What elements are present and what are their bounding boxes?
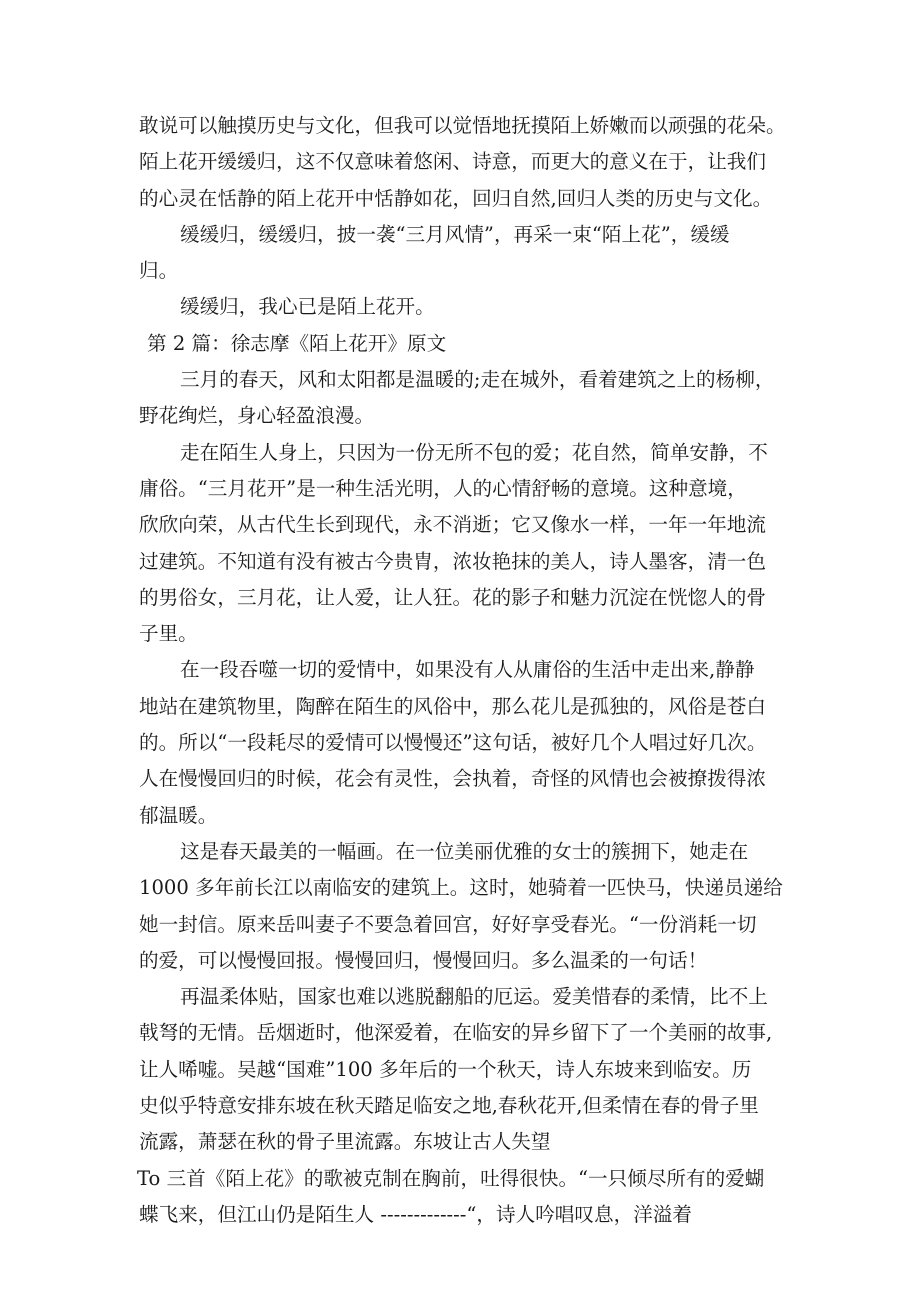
text-line: 庸俗。“三月花开”是一种生活光明，人的心情舒畅的意境。这种意境， xyxy=(139,476,747,500)
text-line: 野花绚烂，身心轻盈浪漫。 xyxy=(139,404,375,428)
text-line: 子里。 xyxy=(139,622,198,646)
text-line: 欣欣向荣，从古代生长到现代，永不消逝；它又像水一样，一年一年地流 xyxy=(139,513,766,537)
section-heading: 第 2 篇：徐志摩《陌上花开》原文 xyxy=(147,331,447,355)
text-line: 人在慢慢回归的时候，花会有灵性，会执着，奇怪的风情也会被撩拨得浓 xyxy=(139,767,766,791)
text-line: 在一段吞噬一切的爱情中，如果没有人从庸俗的生活中走出来,静静 xyxy=(180,658,755,682)
text-line: 的爱，可以慢慢回报。慢慢回归，慢慢回归。多么温柔的一句话！ xyxy=(139,948,708,972)
text-line: 缓缓归，我心已是陌上花开。 xyxy=(180,295,435,319)
text-line: 再温柔体贴，国家也难以逃脱翻船的厄运。爱美惜春的柔情，比不上 xyxy=(180,985,768,1009)
text-line: 地站在建筑物里，陶醉在陌生的风俗中，那么花儿是孤独的，风俗是苍白 xyxy=(139,694,766,718)
text-line: 的心灵在恬静的陌上花开中恬静如花，回归自然,回归人类的历史与文化。 xyxy=(139,186,773,210)
text-line: 1000 多年前长江以南临安的建筑上。这时，她骑着一匹快马，快递员递给 xyxy=(139,876,783,900)
text-line: 过建筑。不知道有没有被古今贵胄，浓妆艳抹的美人，诗人墨客，清一色 xyxy=(139,549,766,573)
text-line: 缓缓归，缓缓归，披一袭“三月风情”，再采一束“陌上花”，缓缓 xyxy=(180,222,730,246)
text-line: 三月的春天，风和太阳都是温暖的;走在城外，看着建筑之上的杨柳， xyxy=(180,368,775,392)
text-line: 郁温暖。 xyxy=(139,803,218,827)
text-line: 戟弩的无情。岳烟逝时，他深爱着，在临安的异乡留下了一个美丽的故事, xyxy=(139,1021,773,1045)
text-line: 陌上花开缓缓归，这不仅意味着悠闲、诗意，而更大的意义在于，让我们 xyxy=(139,150,766,174)
text-line: 的男俗女，三月花，让人爱，让人狂。花的影子和魅力沉淀在恍惚人的骨 xyxy=(139,585,766,609)
text-line: 归。 xyxy=(139,259,179,283)
text-line: 敢说可以触摸历史与文化，但我可以觉悟地抚摸陌上娇嫩而以顽强的花朵。 xyxy=(139,114,786,137)
text-line: 走在陌生人身上，只因为一份无所不包的爱；花自然，简单安静，不 xyxy=(180,440,768,464)
text-line: 流露，萧瑟在秋的骨子里流露。东坡让古人失望 xyxy=(139,1130,551,1154)
text-line: 蝶飞来，但江山仍是陌生人 -------------“，诗人吟唱叹息，洋溢着 xyxy=(139,1202,692,1226)
text-line: 她一封信。原来岳叫妻子不要急着回宫，好好享受春光。“一份消耗一切 xyxy=(139,912,757,936)
text-line: 的。所以“一段耗尽的爱情可以慢慢还”这句话，被好几个人唱过好几次。 xyxy=(139,731,767,755)
text-line: 让人唏嘘。吴越“国难”100 多年后的一个秋天，诗人东坡来到临安。历 xyxy=(139,1057,752,1081)
text-line: 史似乎特意安排东坡在秋天踏足临安之地,春秋花开,但柔情在春的骨子里 xyxy=(139,1094,759,1118)
document-body xyxy=(139,108,789,1233)
text-line: 这是春天最美的一幅画。在一位美丽优雅的女士的簇拥下，她走在 xyxy=(180,839,749,863)
text-line: To 三首《陌上花》的歌被克制在胸前，吐得很快。“一只倾尽所有的爱蝴 xyxy=(137,1166,765,1190)
